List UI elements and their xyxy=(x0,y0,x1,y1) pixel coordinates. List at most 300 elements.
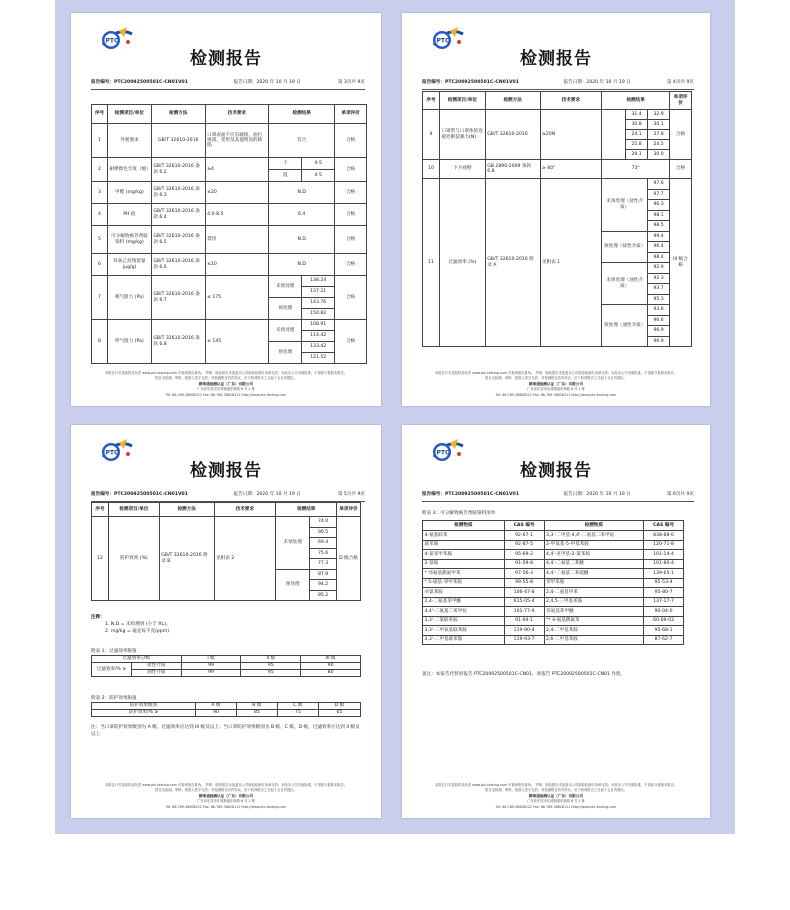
cell-value: 95 xyxy=(241,663,301,670)
table-row xyxy=(423,626,684,636)
cell-substance: 4-氨基联苯 xyxy=(423,531,505,541)
column-header: 检测项目/单位 xyxy=(439,92,485,110)
column-header: 检测方法 xyxy=(151,105,205,124)
table-header-row xyxy=(92,503,361,517)
cell-method: GB/T 32610-2016 条款 6.4 xyxy=(151,204,205,226)
report-page-4 xyxy=(402,13,710,406)
cell-result: 73° xyxy=(602,160,670,179)
cell-condition: 未预处理（盐性介质） xyxy=(602,179,648,232)
report-meta xyxy=(422,79,694,88)
report-meta xyxy=(422,491,694,500)
table-row xyxy=(423,597,684,607)
cell-substance: 3,3'-二氯联苯胺 xyxy=(423,616,505,626)
appendix-2-title: 附表 2：防护效果限值 xyxy=(91,696,137,701)
table-row xyxy=(92,254,367,276)
report-date: 报告日期：2020 年 10 月 19 日 xyxy=(233,80,301,85)
cell-result: 30.0 xyxy=(648,150,670,160)
cell-requirement: 禁用 xyxy=(205,226,269,254)
cell-result: 6.4 xyxy=(269,204,335,226)
column-header: 单项评价 xyxy=(335,105,367,124)
cell-condition: 预处理（盐性介质） xyxy=(602,231,648,263)
cell-item: 下方视野 xyxy=(439,160,485,179)
cell-evaluation: 合格 xyxy=(335,124,367,158)
cell-value: 90 xyxy=(196,710,237,717)
table-row xyxy=(92,670,361,677)
cell-value: 75 xyxy=(277,710,318,717)
cell-result: 98.1 xyxy=(648,210,670,221)
report-date: 报告日期：2020 年 10 月 19 日 xyxy=(563,492,631,497)
table-row xyxy=(92,517,361,528)
cell-no: 11 xyxy=(423,179,440,347)
cell-result: 24.1 xyxy=(626,130,648,140)
cell-substance: 2-甲氧基-5-甲基苯胺 xyxy=(544,540,644,550)
cell-result: 143.76 xyxy=(302,298,335,309)
column-header: 技术要求 xyxy=(540,92,602,110)
cell-substance: 2,6-二甲基苯胺 xyxy=(544,635,644,645)
footer-contact: Tel: 86-769-38808222 Fax: 86-769-38826111 http://www.ptc-testing.com xyxy=(165,804,287,809)
table-row xyxy=(92,158,367,170)
footer-company: 精准通检测认证（广东）有限公司 xyxy=(199,793,253,798)
cell-medium: 油性介质 xyxy=(131,670,181,677)
cell-result: 96.6 xyxy=(648,315,670,326)
protection-note: 注：当口罩防护效果级别为 A 级、过滤效率应达到 III 级及以上；当口罩防护效果级别为 B 级、C 级、D 级，过滤效率应达到 II 级及以上 xyxy=(91,725,360,737)
cell-item: 耐摩擦色牢度（级） xyxy=(107,158,151,182)
notes-block xyxy=(91,615,170,636)
cell-requirement: 见附表 1 xyxy=(540,179,602,347)
cell-requirement: ≤ 145 xyxy=(205,320,269,364)
table-row xyxy=(423,616,684,626)
cell-substance: 3,3'-二甲基-4,4'-二氨基二苯甲烷 xyxy=(544,531,644,541)
cell-result: 93.8 xyxy=(648,305,670,316)
cell-condition: 预处理 xyxy=(269,342,302,364)
column-header: 序号 xyxy=(423,92,440,110)
results-table xyxy=(422,91,692,347)
cell-cas: 120-71-8 xyxy=(644,540,684,550)
cell-method: GB/T 32610-2016 条款 6.2 xyxy=(151,158,205,182)
divider xyxy=(91,89,365,90)
column-header: B 级 xyxy=(236,703,277,710)
cell-requirement: ≥ 60° xyxy=(540,160,602,179)
footer-contact: Tel: 86-769-38808222 Fax: 86-769-38826111 http://www.ptc-testing.com xyxy=(495,392,617,397)
cell-no: 6 xyxy=(92,254,108,276)
cell-cas: 838-88-0 xyxy=(644,531,684,541)
footer-company: 精准通检测认证（广东）有限公司 xyxy=(529,793,583,798)
footer-disclaimer: 本报告只对送检样品负责 www.ptc-testing.com 可查询报告真伪。 声明：检验报告未加盖本公司检验检测专用章无效；未经本公司书面批准，不得部分复制本报告。 xyxy=(434,783,678,788)
cell-result: 150.82 xyxy=(302,309,335,320)
table-header-row xyxy=(423,521,684,531)
cell-value: 85 xyxy=(236,710,277,717)
cell-result: 96.9 xyxy=(648,336,670,347)
cell-no: 12 xyxy=(92,517,109,601)
cell-cas: 95-80-7 xyxy=(644,588,684,598)
report-meta xyxy=(91,79,365,88)
results-table xyxy=(91,104,367,364)
cell-method: GB/T 32610-2016 条款 6.7 xyxy=(151,276,205,320)
table-row xyxy=(423,179,692,190)
cell-label: 过滤效率/% ≥ xyxy=(92,663,132,677)
cell-item: 呼气阻力 (Pa) xyxy=(107,320,151,364)
cell-evaluation: 合格 xyxy=(335,182,367,204)
cell-cas: 92-87-5 xyxy=(504,540,544,550)
cell-evaluation: D 级合格 xyxy=(337,517,361,601)
cell-method: GB/T 32610-2016 附录 B xyxy=(159,517,214,601)
cell-item: 外观要求 xyxy=(107,124,151,158)
cell-condition: 干 xyxy=(269,158,302,170)
cell-result: 97.6 xyxy=(648,179,670,190)
cell-substance: 2,4-二甲基苯胺 xyxy=(544,626,644,636)
cell-substance: 邻氨基苯甲醚 xyxy=(544,607,644,617)
cell-result: 85.2 xyxy=(310,590,337,601)
report-date: 报告日期：2020 年 10 月 19 日 xyxy=(563,80,631,85)
table-row xyxy=(423,578,684,588)
footer-disclaimer: 报告无检测、审核、批准人签字无效；对检测报告若有异议，应于收到报告之日起十五日内提出。 xyxy=(485,788,627,793)
cell-evaluation: 合格 xyxy=(335,204,367,226)
column-header: CAS 编号 xyxy=(644,521,684,531)
cell-value: 95 xyxy=(241,670,301,677)
cell-requirement: 4.0-8.5 xyxy=(205,204,269,226)
cell-evaluation: 合格 xyxy=(335,320,367,364)
cell-requirement: 见附表 2 xyxy=(214,517,276,601)
cell-cas: 101-80-4 xyxy=(644,559,684,569)
column-header: A 级 xyxy=(196,703,237,710)
column-header: 检测结果 xyxy=(602,92,670,110)
column-header: 检测结果 xyxy=(276,503,337,517)
table-row xyxy=(423,110,692,120)
cell-result: 77.3 xyxy=(310,559,337,570)
page-number: 第 5页共 9页 xyxy=(337,492,365,497)
column-header: 单项评价 xyxy=(337,503,361,517)
cell-condition: 预处理 xyxy=(269,298,302,320)
cell-item: 环氧乙烷残留量(μg/g) xyxy=(107,254,151,276)
cell-requirement: ≤ 175 xyxy=(205,276,269,320)
report-number: 报告编号：PTC20092500501C-CN01V01 xyxy=(91,80,188,85)
cell-item: 防护效果 (%) xyxy=(108,517,159,601)
svg-text:PTC: PTC xyxy=(436,449,450,457)
cell-no: 4 xyxy=(92,204,108,226)
cell-no: 2 xyxy=(92,158,108,182)
cell-cas: 91-59-8 xyxy=(504,559,544,569)
table-row xyxy=(423,569,684,579)
cell-result: 74.0 xyxy=(310,517,337,528)
cell-result: 27.8 xyxy=(648,130,670,140)
cell-result: 99.4 xyxy=(648,231,670,242)
cell-evaluation: 合格 xyxy=(335,158,367,182)
column-header: 检测方法 xyxy=(485,92,540,110)
page-title: 检测报告 xyxy=(190,49,262,69)
cell-cas: 87-62-7 xyxy=(644,635,684,645)
cell-evaluation: 合格 xyxy=(335,226,367,254)
cell-result: 75.6 xyxy=(310,548,337,559)
cell-evaluation: 合格 xyxy=(335,254,367,276)
appendix-3-title: 附表 3：可分解致癌芳香胺染料清单 xyxy=(422,511,496,516)
cell-result: 4-5 xyxy=(302,170,335,182)
cell-result: 32.9 xyxy=(648,110,670,120)
cell-no: 10 xyxy=(423,160,440,179)
table-header-row xyxy=(92,105,367,124)
cell-medium: 盐性介质 xyxy=(131,663,181,670)
table-row xyxy=(92,710,361,717)
page-number: 第 4页共 9页 xyxy=(666,80,694,85)
cell-no: 7 xyxy=(92,276,108,320)
cell-substance: 4,4'-二氨基二苯甲烷 xyxy=(423,607,505,617)
cell-value: 80 xyxy=(301,670,361,677)
cell-result: 98.5 xyxy=(648,221,670,232)
cell-method: GB/T 32610-2016 xyxy=(151,124,205,158)
cell-result: 133.42 xyxy=(302,342,335,353)
cell-condition: 未预处理 xyxy=(269,276,302,298)
cell-result: 30.1 xyxy=(648,120,670,130)
footer-disclaimer: 报告无检测、审核、批准人签字无效；对检测报告若有异议，应于收到报告之日起十五日内提出。 xyxy=(155,376,297,381)
cell-result: N.D xyxy=(269,254,335,276)
table-row xyxy=(423,588,684,598)
page-number: 第 3页共 9页 xyxy=(337,80,365,85)
footer-disclaimer: 报告无检测、审核、批准人签字无效；对检测报告若有异议，应于收到报告之日起十五日内提出。 xyxy=(485,376,627,381)
appendix-1-title: 附表 1：过滤效率限值 xyxy=(91,649,137,654)
column-header: 防护效果级别 xyxy=(92,703,196,710)
cell-substance: ** 4-氨基偶氮苯 xyxy=(544,616,644,626)
cell-method: GB/T 32610-2016 条款 6.6 xyxy=(151,254,205,276)
cell-result: 30.8 xyxy=(626,120,648,130)
table-header-row xyxy=(423,92,692,110)
report-number: 报告编号：PTC20092500501C-CN01V01 xyxy=(422,80,519,85)
cell-cas: 137-17-7 xyxy=(644,597,684,607)
cell-cas: 60-09-03 xyxy=(644,616,684,626)
table-row xyxy=(92,204,367,226)
report-page-3 xyxy=(71,13,381,406)
cell-result: 24.5 xyxy=(648,140,670,150)
note-item: 1. N.D = 未检测到 (小于 RL)。 xyxy=(105,621,171,627)
page-title: 检测报告 xyxy=(520,461,592,481)
cell-condition: 未预处理 xyxy=(276,517,310,570)
cell-evaluation: 合格 xyxy=(670,160,692,179)
cell-result: 96.9 xyxy=(648,326,670,337)
footer-address: 广东省东莞市东城街道东纵路 6 号 1 栋 xyxy=(197,387,255,392)
cell-no: 9 xyxy=(423,110,440,160)
cell-substance: 联苯胺 xyxy=(423,540,505,550)
cell-result: 25.8 xyxy=(626,140,648,150)
table-row xyxy=(92,276,367,287)
column-header: II 级 xyxy=(241,656,301,663)
cell-result: 138.24 xyxy=(302,276,335,287)
footer-disclaimer: 报告无检测、审核、批准人签字无效；对检测报告若有异议，应于收到报告之日起十五日内提出。 xyxy=(155,788,297,793)
cell-result: 92.9 xyxy=(648,263,670,274)
note-item: 2. mg/kg = 毫克每千克(ppm) xyxy=(105,628,169,634)
cell-method: GB/T 32610-2016 条款 6.5 xyxy=(151,226,205,254)
cell-value: 65 xyxy=(318,710,360,717)
cell-requirement: 口罩表面不应有破损、油污斑渍、变形及其他明显的缺陷 xyxy=(205,124,269,158)
footer-address: 广东省东莞市东城街道东纵路 6 号 1 栋 xyxy=(527,387,585,392)
column-header: 检测项目/单位 xyxy=(108,503,159,517)
cell-result: N.D xyxy=(269,182,335,204)
filter-efficiency-table xyxy=(91,655,361,677)
cell-cas: 95-68-1 xyxy=(644,626,684,636)
cell-requirement: ≥4 xyxy=(205,158,269,182)
remark-text: 备注：本报告代替原报告 PTC20092500501C-CN01，原报告 PTC20092500501C-CN01 作废。 xyxy=(422,672,626,677)
page-title: 检测报告 xyxy=(190,461,262,481)
notes-title: 注释： xyxy=(91,615,105,620)
column-header: 序号 xyxy=(92,105,108,124)
table-row xyxy=(92,182,367,204)
footer-disclaimer: 本报告只对送检样品负责 www.ptc-testing.com 可查询报告真伪。 声明：检验报告未加盖本公司检验检测专用章无效；未经本公司书面批准，不得部分复制本报告。 xyxy=(104,371,348,376)
report-page-5 xyxy=(71,425,381,818)
page-footer xyxy=(402,371,710,398)
cell-substance: 3,3'-二甲基联苯胺 xyxy=(423,635,505,645)
cell-item: PH 值 xyxy=(107,204,151,226)
page-footer xyxy=(402,783,710,810)
cell-substance: 2-萘胺 xyxy=(423,559,505,569)
divider xyxy=(422,501,694,502)
cell-substance: 2,4,5-三甲基苯胺 xyxy=(544,597,644,607)
protection-effect-table xyxy=(91,702,361,717)
cell-evaluation: III 级合格 xyxy=(670,179,692,347)
cell-result: 94.2 xyxy=(310,580,337,591)
cell-result: 114.42 xyxy=(302,331,335,342)
footer-company: 精准通检测认证（广东）有限公司 xyxy=(199,381,253,386)
footer-address: 广东省东莞市东城街道东纵路 6 号 1 栋 xyxy=(197,799,255,804)
cell-result: 90.5 xyxy=(310,527,337,538)
cell-value: 90 xyxy=(301,663,361,670)
page-title: 检测报告 xyxy=(520,49,592,69)
cell-result: 137.21 xyxy=(302,287,335,298)
cell-cas: 95-69-2 xyxy=(504,550,544,560)
cell-cas: 92-67-1 xyxy=(504,531,544,541)
cell-cas: 119-90-4 xyxy=(504,626,544,636)
cell-substance: * 邻氨基偶氮甲苯 xyxy=(423,569,505,579)
column-header: 技术要求 xyxy=(205,105,269,124)
column-header: D 级 xyxy=(318,703,360,710)
svg-text:PTC: PTC xyxy=(436,37,450,45)
column-header: 序号 xyxy=(92,503,109,517)
cell-evaluation: 合格 xyxy=(335,276,367,320)
cell-item: 可分解致癌芳香胺染料 (mg/kg) xyxy=(107,226,151,254)
footer-company: 精准通检测认证（广东）有限公司 xyxy=(529,381,583,386)
table-row xyxy=(423,550,684,560)
cell-method: GB 2890-2009 条款 6.8 xyxy=(485,160,540,179)
footer-contact: Tel: 86-769-38808222 Fax: 86-769-38826111 http://www.ptc-testing.com xyxy=(165,392,287,397)
table-header-row xyxy=(92,703,361,710)
aromatic-amine-table xyxy=(422,520,684,645)
table-row xyxy=(92,226,367,254)
column-header: 技术要求 xyxy=(214,503,276,517)
report-number: 报告编号：PTC20092500501C-CN01V01 xyxy=(91,492,188,497)
footer-disclaimer: 本报告只对送检样品负责 www.ptc-testing.com 可查询报告真伪。 声明：检验报告未加盖本公司检验检测专用章无效；未经本公司书面批准，不得部分复制本报告。 xyxy=(434,371,678,376)
cell-substance: 2,4-二氨基甲苯 xyxy=(544,588,644,598)
cell-cas: 101-14-4 xyxy=(644,550,684,560)
cell-result: 符合 xyxy=(269,124,335,158)
cell-no: 3 xyxy=(92,182,108,204)
table-row xyxy=(92,320,367,331)
cell-method: GB/T 32610-2016 附录 A xyxy=(485,179,540,347)
cell-substance: 3,3'-二甲氧基联苯胺 xyxy=(423,626,505,636)
cell-no: 8 xyxy=(92,320,108,364)
column-header: C 级 xyxy=(277,703,318,710)
cell-requirement: ≥20N xyxy=(540,110,602,160)
cell-cas: 97-56-3 xyxy=(504,569,544,579)
cell-item: 吸气阻力 (Pa) xyxy=(107,276,151,320)
cell-condition: 未预处理 xyxy=(269,320,302,342)
cell-cas: 139-65-1 xyxy=(644,569,684,579)
cell-item: 过滤效率 (%) xyxy=(439,179,485,347)
cell-condition: 预处理（油性介质） xyxy=(602,305,648,347)
cell-blank xyxy=(602,110,626,160)
cell-item: 口罩带与口罩体的连接处断裂强力(N) xyxy=(439,110,485,160)
cell-substance: 对氯苯胺 xyxy=(423,588,505,598)
table-header-row xyxy=(92,656,361,663)
cell-method: GB/T 32610-2016 条款 6.8 xyxy=(151,320,205,364)
table-row xyxy=(92,663,361,670)
cell-cas: 615-05-4 xyxy=(504,597,544,607)
cell-substance: 邻甲苯胺 xyxy=(544,578,644,588)
cell-cas: 95-53-4 xyxy=(644,578,684,588)
cell-cas: 90-04-0 xyxy=(644,607,684,617)
footer-disclaimer: 本报告只对送检样品负责 www.ptc-testing.com 可查询报告真伪。 声明：检验报告未加盖本公司检验检测专用章无效；未经本公司书面批准，不得部分复制本报告。 xyxy=(104,783,348,788)
report-number: 报告编号：PTC20092500501C-CN01V01 xyxy=(422,492,519,497)
cell-result: 92.3 xyxy=(648,273,670,284)
cell-result: 121.52 xyxy=(302,353,335,364)
page-footer xyxy=(71,371,381,398)
cell-result: 69.4 xyxy=(310,538,337,549)
cell-cas: 99-55-8 xyxy=(504,578,544,588)
cell-result: 108.91 xyxy=(302,320,335,331)
cell-substance: 4,4'-二氨基二苯醚 xyxy=(544,559,644,569)
table-row xyxy=(423,531,684,541)
column-header: 检测物质 xyxy=(423,521,505,531)
cell-condition: 未预处理（油性介质） xyxy=(602,263,648,305)
cell-label: 防护效果/% ≥ xyxy=(92,710,196,717)
cell-result: 4-5 xyxy=(302,158,335,170)
cell-cas: 91-94-1 xyxy=(504,616,544,626)
table-row xyxy=(423,635,684,645)
column-header: 检测物质 xyxy=(544,521,644,531)
table-row xyxy=(423,160,692,179)
page-footer xyxy=(71,783,381,810)
cell-result: N.D xyxy=(269,226,335,254)
cell-substance: 4-氯邻甲苯胺 xyxy=(423,550,505,560)
cell-result: 87.9 xyxy=(310,569,337,580)
cell-result: 97.7 xyxy=(648,189,670,200)
results-table xyxy=(91,502,361,601)
column-header: 过滤效率分级 xyxy=(92,656,182,663)
cell-substance: 4,4'-亚甲基-2-氯苯胺 xyxy=(544,550,644,560)
cell-result: 93.7 xyxy=(648,284,670,295)
cell-result: 29.1 xyxy=(626,150,648,160)
table-row xyxy=(92,124,367,158)
svg-text:PTC: PTC xyxy=(105,449,119,457)
cell-condition: 湿 xyxy=(269,170,302,182)
footer-address: 广东省东莞市东城街道东纵路 6 号 1 栋 xyxy=(527,799,585,804)
column-header: 单项评价 xyxy=(670,92,692,110)
report-date: 报告日期：2020 年 10 月 19 日 xyxy=(233,492,301,497)
cell-substance: 2,4-二氨基苯甲醚 xyxy=(423,597,505,607)
cell-substance: * 5-硝基-邻甲苯胺 xyxy=(423,578,505,588)
cell-cas: 119-93-7 xyxy=(504,635,544,645)
cell-cas: 101-77-9 xyxy=(504,607,544,617)
cell-value: 99 xyxy=(181,670,241,677)
cell-result: 95.3 xyxy=(648,294,670,305)
cell-requirement: ≤10 xyxy=(205,254,269,276)
cell-no: 1 xyxy=(92,124,108,158)
report-page-6 xyxy=(402,425,710,818)
cell-item: 甲醛 (mg/kg) xyxy=(107,182,151,204)
table-row xyxy=(423,540,684,550)
cell-method: GB/T 32610-2016 xyxy=(485,110,540,160)
column-header: 检测结果 xyxy=(269,105,335,124)
cell-substance: 4,4'-二氨基二苯硫醚 xyxy=(544,569,644,579)
report-meta xyxy=(91,491,365,500)
column-header: 检测项目/单位 xyxy=(107,105,151,124)
cell-requirement: ≤20 xyxy=(205,182,269,204)
table-row xyxy=(423,559,684,569)
